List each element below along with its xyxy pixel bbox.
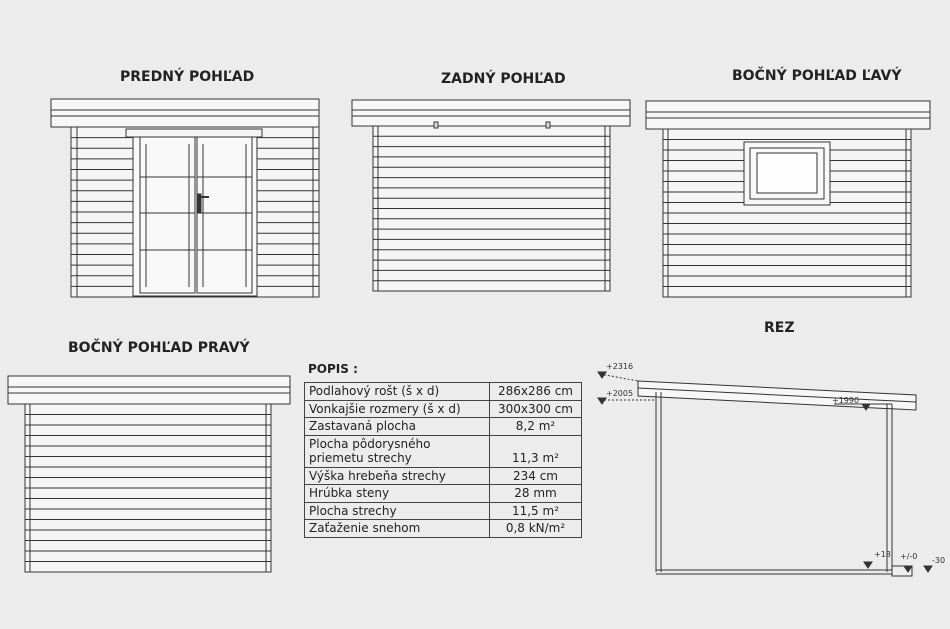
spec-table — [304, 382, 582, 538]
spec-value: 28 mm — [490, 485, 582, 503]
right-view-drawing — [8, 376, 290, 572]
back-view-drawing — [352, 100, 630, 291]
spec-label: Plocha strechy — [305, 502, 490, 520]
front-view-title: PREDNÝ POHĽAD — [120, 69, 255, 85]
level-foundation-label: -30 — [932, 556, 946, 565]
left-view-title: BOČNÝ POHĽAD ĽAVÝ — [732, 68, 902, 84]
table-row — [305, 520, 582, 538]
table-row — [305, 418, 582, 436]
table-row — [305, 485, 582, 503]
level-floor-label: +18 — [874, 550, 891, 559]
level-inner-label: +1990 — [832, 396, 860, 405]
spec-label: Výška hrebeňa strechy — [305, 467, 490, 485]
spec-value: 300x300 cm — [490, 400, 582, 418]
level-top-label: +2316 — [606, 362, 634, 371]
table-row — [305, 502, 582, 520]
spec-value: 11,5 m² — [490, 502, 582, 520]
table-row — [305, 467, 582, 485]
spec-label: Plocha pôdorysného priemetu strechy — [305, 435, 490, 467]
spec-label: Zastavaná plocha — [305, 418, 490, 436]
spec-value: 8,2 m² — [490, 418, 582, 436]
front-view-drawing — [51, 99, 319, 297]
spec-label: Vonkajšie rozmery (š x d) — [305, 400, 490, 418]
spec-value: 286x286 cm — [490, 383, 582, 401]
spec-value: 234 cm — [490, 467, 582, 485]
table-row — [305, 400, 582, 418]
spec-value: 11,3 m² — [490, 435, 582, 467]
left-view-drawing — [646, 101, 930, 297]
section-drawing — [598, 372, 932, 576]
spec-label: Zaťaženie snehom — [305, 520, 490, 538]
level-ground-label: +/-0 — [900, 552, 918, 561]
level-eave-label: +2005 — [606, 389, 634, 398]
popis-title: POPIS : — [308, 362, 358, 376]
spec-label: Podlahový rošt (š x d) — [305, 383, 490, 401]
section-view-title: REZ — [764, 320, 795, 336]
back-view-title: ZADNÝ POHĽAD — [441, 71, 566, 87]
table-row — [305, 383, 582, 401]
spec-value: 0,8 kN/m² — [490, 520, 582, 538]
right-view-title: BOČNÝ POHĽAD PRAVÝ — [68, 340, 250, 356]
spec-label: Hrúbka steny — [305, 485, 490, 503]
table-row — [305, 435, 582, 467]
